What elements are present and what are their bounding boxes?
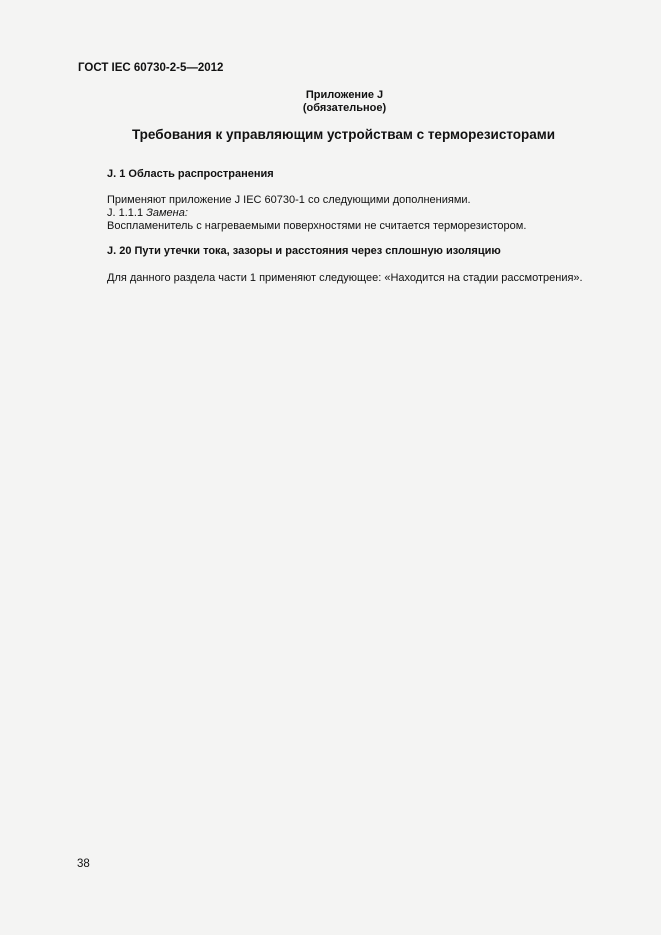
paragraph-replacement: Воспламенитель с нагреваемыми поверхностями не считается терморезистором. — [107, 220, 527, 232]
annex-label: Приложение J — [305, 89, 384, 101]
paragraph-scope: Применяют приложение J IEC 60730-1 со следующими дополнениями. — [107, 194, 471, 206]
page-number: 38 — [77, 858, 90, 870]
clause-number: J. 1.1.1 — [107, 207, 147, 219]
paragraph-clause-ref — [107, 207, 188, 219]
paragraph-j20: Для данного раздела части 1 применяют следующее: «Находится на стадии рассмотрения». — [107, 272, 583, 284]
document-code: ГОСТ IEC 60730-2-5—2012 — [78, 62, 224, 74]
annex-status: (обязательное) — [302, 102, 387, 114]
section-heading-j1: J. 1 Область распространения — [107, 168, 274, 180]
section-heading-j20: J. 20 Пути утечки тока, зазоры и расстояния через сплошную изоляцию — [107, 245, 501, 257]
annex-title: Требования к управляющим устройствам с терморезисторами — [131, 127, 556, 142]
clause-note: Замена: — [146, 207, 188, 219]
